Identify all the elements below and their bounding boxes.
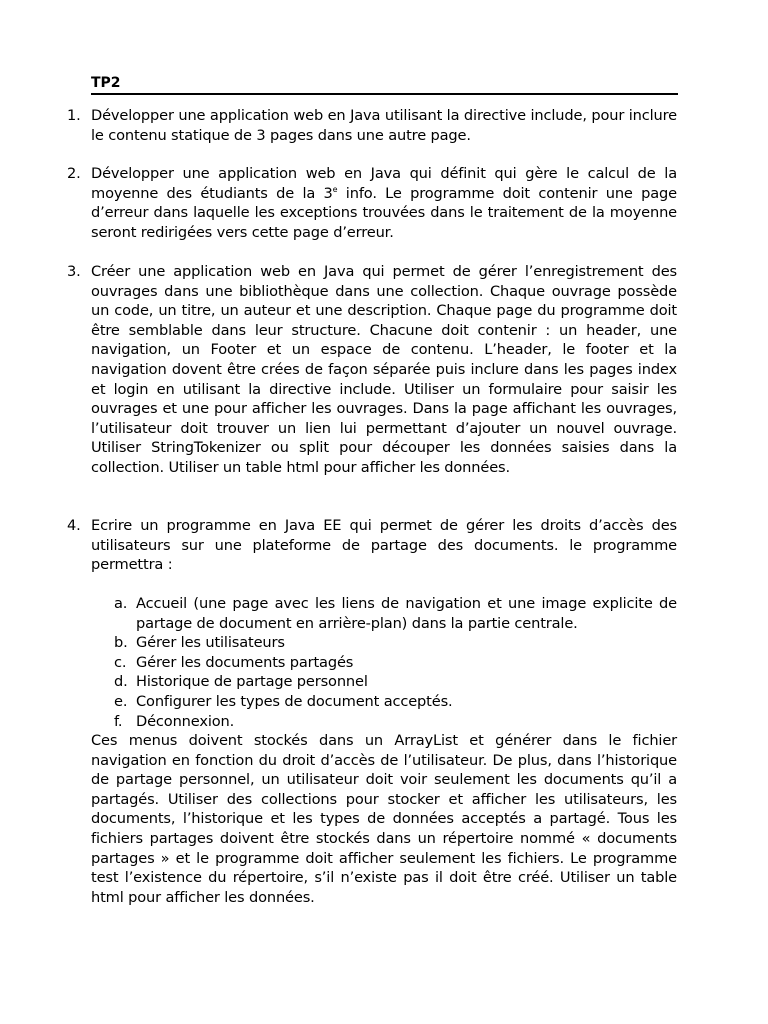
subitem-text: Configurer les types de document acceptés.	[136, 692, 453, 710]
item-number: 1.	[67, 107, 81, 124]
list-item	[114, 633, 677, 653]
list-item	[67, 516, 677, 575]
superscript-e: e	[332, 184, 338, 194]
item-number: 4.	[67, 517, 81, 534]
sub-list	[114, 594, 677, 731]
item-number: 2.	[67, 165, 81, 182]
exercise-list-item-4	[67, 516, 677, 575]
list-item	[114, 594, 677, 633]
item-text: Développer une application web en Java utilisant la directive include, pour inclure le contenu statique de 3 pages dans une autre page.	[91, 107, 677, 144]
list-item	[114, 712, 677, 732]
list-item	[114, 672, 677, 692]
subitem-text: Déconnexion.	[136, 712, 235, 730]
item-text-part-1: Développer une application web en Java qui définit qui gère le calcul de la moyenne des étudiants de la 3	[91, 165, 677, 202]
closing-paragraph: Ces menus doivent stockés dans un ArrayList et générer dans le fichier navigation en fonction du droit d’accès de l’utilisateur. De plus, dans l’historique de partage personnel, un utilisateur doit voir seulement les documents qu’il a partagés. Utiliser des collections pour stocker et afficher les utilisateurs, les documents, l’historique et les types de données acceptés a partagé. Tous les fichiers partages doivent être stockés dans un répertoire nommé « documents partages » et le programme doit afficher seulement les fichiers. Le programme test l’existence du répertoire, s’il n’existe pas il doit être créé. Utiliser un table html pour afficher les données.	[91, 732, 677, 906]
list-item	[67, 262, 677, 478]
document-title: TP2	[91, 73, 678, 95]
list-item	[67, 164, 677, 242]
subitem-text: Historique de partage personnel	[136, 673, 368, 691]
subitem-letter: f.	[114, 712, 123, 730]
list-item	[114, 692, 677, 712]
subitem-letter: b.	[114, 634, 128, 652]
item-text: Ecrire un programme en Java EE qui permet de gérer les droits d’accès des utilisateurs sur une plateforme de partage des documents. le programme permettra :	[91, 517, 677, 574]
exercise-list-item-3	[67, 262, 677, 478]
subitem-text: Gérer les utilisateurs	[136, 634, 285, 652]
exercise-list-item-2	[67, 164, 677, 242]
exercise-list-item-1	[67, 106, 677, 145]
subitem-letter: d.	[114, 673, 128, 691]
item-text-part-2: info. Le programme doit contenir une page d’erreur dans laquelle les exceptions trouvées dans le traitement de la moyenne seront redirigées vers cette page d’erreur.	[91, 184, 677, 241]
list-item	[67, 106, 677, 145]
subitem-text: Gérer les documents partagés	[136, 653, 354, 671]
subitem-letter: c.	[114, 653, 127, 671]
subitem-letter: e.	[114, 692, 128, 710]
item-number: 3.	[67, 263, 81, 280]
subitem-text: Accueil (une page avec les liens de navigation et une image explicite de partage de document en arrière-plan) dans la partie centrale.	[136, 595, 677, 632]
list-item	[114, 653, 677, 673]
item-text: Créer une application web en Java qui permet de gérer l’enregistrement des ouvrages dans une bibliothèque dans une collection. Chaque ouvrage possède un code, un titre, un auteur et une description. Chaque page du programme doit être semblable dans leur structure. Chacune doit contenir : un header, une navigation, un Footer et un espace de contenu. L’header, le footer et la navigation dovent être crées de façon séparée puis inclure dans les pages index et login en utilisant la directive include. Utiliser un formulaire pour saisir les ouvrages et une pour afficher les ouvrages. Dans la page affichant les ouvrages, l’utilisateur doit trouver un lien lui permettant d’ajouter un nouvel ouvrage. Utiliser StringTokenizer ou split pour découper les données saisies dans la collection. Utiliser un table html pour afficher les données.	[91, 263, 677, 476]
subitem-letter: a.	[114, 595, 128, 612]
